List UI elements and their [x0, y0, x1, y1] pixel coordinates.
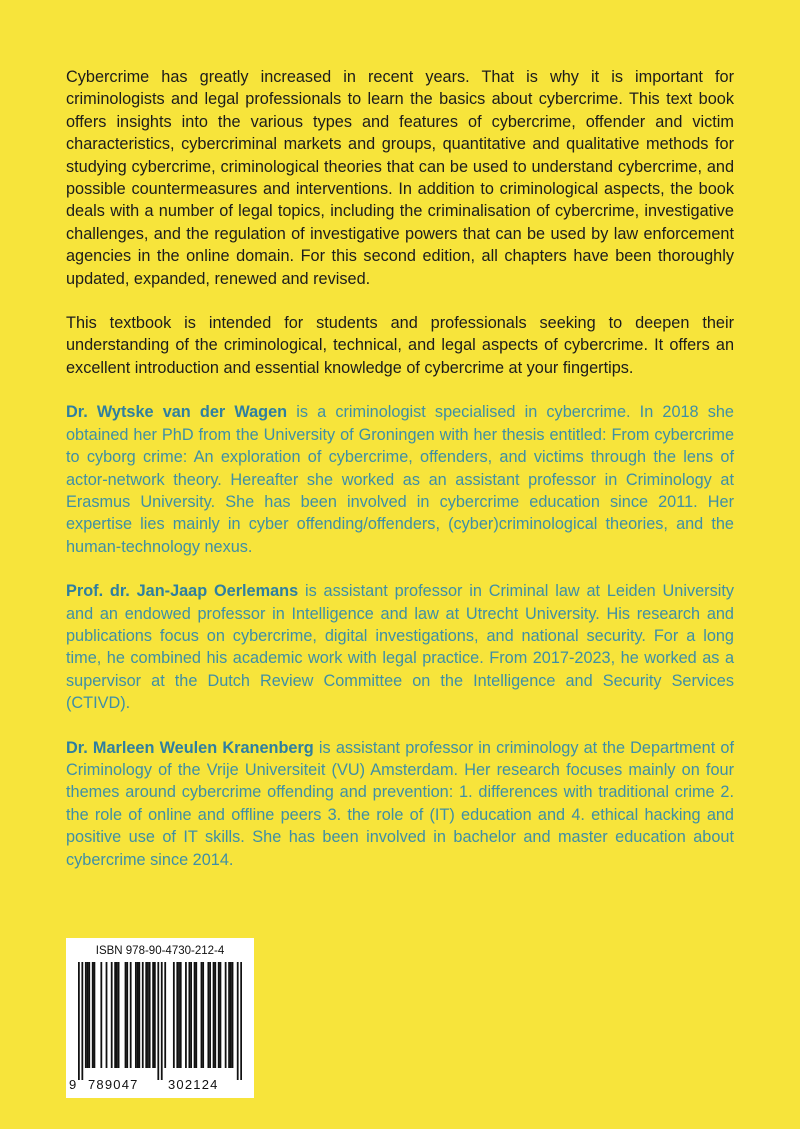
barcode-bar [85, 962, 87, 1068]
barcode-bar [195, 962, 197, 1068]
barcode-guard-bar [81, 962, 83, 1080]
barcode-bar [138, 962, 140, 1068]
barcode-bar [111, 962, 113, 1068]
author-bio-2 [66, 580, 734, 714]
author-bio-1 [66, 401, 734, 558]
barcode-bar [114, 962, 116, 1068]
barcode-bar [214, 962, 216, 1068]
author-name-3: Dr. Marleen Weulen Kranenberg [66, 738, 314, 757]
barcode-bar [118, 962, 120, 1068]
barcode-bar [232, 962, 234, 1068]
barcode-bar [180, 962, 182, 1068]
barcode-bar [125, 962, 127, 1068]
author-name-1: Dr. Wytske van der Wagen [66, 403, 288, 422]
back-cover-text [66, 66, 734, 893]
barcode-bar [190, 962, 192, 1068]
barcode-bar [126, 962, 128, 1068]
barcode-bars [78, 962, 242, 1080]
barcode-bar [185, 962, 187, 1068]
barcode-bar [207, 962, 209, 1068]
barcode-bar [154, 962, 156, 1068]
barcode-bar [94, 962, 96, 1068]
barcode-bar [87, 962, 89, 1068]
isbn-label: ISBN 978-90-4730-212-4 [95, 945, 225, 957]
intro-paragraph-2: This textbook is intended for students and professionals seeking to deepen their understanding of the criminological, technical, and legal aspects of cybercrime. It offers an excellent introduction and essential knowledge of cybercrime at your fingertips. [66, 314, 734, 377]
barcode-bar [145, 962, 147, 1068]
barcode-guard-bar [237, 962, 239, 1080]
author-bio-text-2: is assistant professor in Criminal law at Leiden University and an endowed professor in Intelligence and law at Utrecht University. His research and publications focus on cybercrime, digital investigations, and national security. For a long time, he combined his academic work with legal practice. From 2017-2023, he worked as a supervisor at the Dutch Review Committee on the Intelligence and Security Services (CTIVD). [66, 582, 734, 713]
barcode-guard-bar [157, 962, 159, 1080]
author-name-2: Prof. dr. Jan-Jaap Oerlemans [66, 582, 299, 601]
barcode-digit-first: 9 [69, 1077, 77, 1092]
barcode-bar [149, 962, 151, 1068]
barcode-bar [173, 962, 175, 1068]
barcode-bar [228, 962, 230, 1068]
barcode-bar [201, 962, 203, 1068]
barcode-bar [147, 962, 149, 1068]
barcode-bar [88, 962, 90, 1068]
barcode-bar [225, 962, 227, 1068]
barcode-bar [137, 962, 139, 1068]
barcode-bar [176, 962, 178, 1068]
barcode-bar [106, 962, 108, 1068]
barcode-guard-bar [240, 962, 242, 1080]
barcode-bar [213, 962, 215, 1068]
barcode-digits [66, 1077, 254, 1093]
barcode-bar [178, 962, 180, 1068]
barcode-bar [152, 962, 154, 1068]
isbn-barcode [66, 938, 254, 1098]
barcode-bar [194, 962, 196, 1068]
barcode-bar [220, 962, 222, 1068]
author-bio-text-3: is assistant professor in criminology at the Department of Criminology of the Vrije Universiteit (VU) Amsterdam. Her research focuses mainly on four themes around cybercrime offending and prevention: 1. differences with traditional crime 2. the role of online and offline peers 3. the role of (IT) education and 4. ethical hacking and positive use of IT skills. She has been involved in bachelor and master education about cybercrime since 2014. [66, 738, 734, 869]
barcode-bar [100, 962, 102, 1068]
barcode-bar [164, 962, 166, 1068]
barcode-bar [188, 962, 190, 1068]
author-bio-text-1: is a criminologist specialised in cybercrime. In 2018 she obtained her PhD from the University of Groningen with her thesis entitled: From cybercrime to cyborg crime: An exploration of cybercrime, offenders, and victims through the lens of actor-network theory. Hereafter she worked as an assistant professor in Criminology at Erasmus University. She has been involved in cybercrime education since 2011. Her expertise lies mainly in cyber offending/offenders, (cyber)criminological theories, and the human-technology nexus. [66, 403, 734, 556]
barcode-digits-left: 789047 [88, 1077, 139, 1092]
barcode-bar [142, 962, 144, 1068]
barcode-bar [92, 962, 94, 1068]
barcode-guard-bar [78, 962, 80, 1080]
barcode-bar [135, 962, 137, 1068]
barcode-bar [218, 962, 220, 1068]
barcode-bar [209, 962, 211, 1068]
intro-paragraph-1: Cybercrime has greatly increased in recent years. That is why it is important for criminologists and legal professionals to learn the basics about cybercrime. This text book offers insights into the various types and features of cybercrime, offender and victim characteristics, cybercriminal markets and groups, quantitative and qualitative methods for studying cybercrime, criminological theories that can be used to understand cybercrime, and possible countermeasures and interventions. In addition to criminological aspects, the book deals with a number of legal topics, including the criminalisation of cybercrime, investigative challenges, and the regulation of investigative powers that can be used by law enforcement agencies in the online domain. For this second edition, all chapters have been thoroughly updated, expanded, renewed and revised. [66, 68, 734, 288]
barcode-bar [116, 962, 118, 1068]
barcode-bar [130, 962, 132, 1068]
author-bio-3 [66, 737, 734, 871]
barcode-digits-right: 302124 [168, 1077, 219, 1092]
barcode-bar [230, 962, 232, 1068]
barcode-guard-bar [161, 962, 163, 1080]
barcode-bar [202, 962, 204, 1068]
